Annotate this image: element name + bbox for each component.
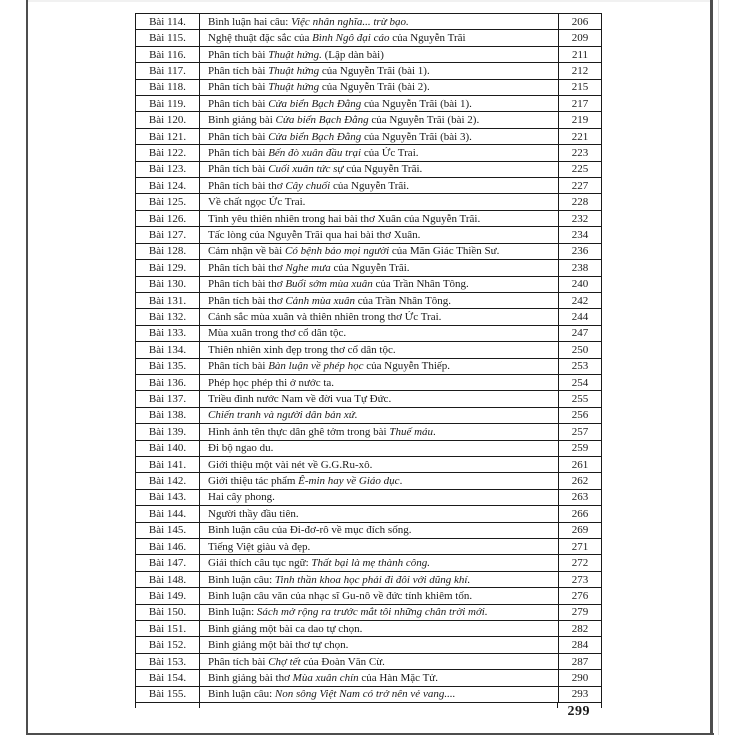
- title-italic-segment: Cuối xuân tức sự: [268, 163, 344, 176]
- title-italic-segment: Cửa biển Bạch Đằng: [275, 114, 369, 127]
- lesson-number-cell: Bài 130.: [136, 277, 200, 292]
- lesson-number-cell: Bài 154.: [136, 670, 200, 685]
- lesson-number-cell: Bài 124.: [136, 178, 200, 193]
- title-segment: Mùa xuân trong thơ cổ dân tộc.: [208, 327, 347, 340]
- page-number: 299: [567, 704, 590, 719]
- lesson-number-cell: Bài 133.: [136, 326, 200, 341]
- title-segment: Phân tích bài: [208, 97, 269, 110]
- lesson-title-cell: [200, 623, 558, 635]
- title-italic-segment: Mùa xuân chín: [292, 671, 359, 684]
- title-segment: Phân tích bài thơ: [208, 278, 286, 291]
- title-segment: Phân tích bài: [208, 130, 269, 143]
- lesson-number-cell: Bài 132.: [136, 309, 200, 324]
- lesson-number-cell: Bài 131.: [136, 293, 200, 308]
- table-row: [136, 244, 601, 260]
- title-italic-segment: Thuật hứng: [268, 64, 320, 77]
- lesson-number-cell: Bài 134.: [136, 342, 200, 357]
- lesson-title-cell: [200, 426, 558, 438]
- lesson-number-cell: Bài 120.: [136, 112, 200, 127]
- table-row: [136, 555, 601, 571]
- lesson-title-cell: [200, 377, 558, 389]
- lesson-number-cell: Bài 153.: [136, 654, 200, 669]
- title-segment: Phép học phép thi ở nước ta.: [208, 376, 335, 389]
- table-row: [136, 441, 601, 457]
- lesson-title-cell: [200, 344, 558, 356]
- table-border-stub: [601, 702, 602, 708]
- table-row: [136, 572, 601, 588]
- lesson-title-cell: [200, 131, 558, 143]
- title-italic-segment: Thất bại là mẹ thành công.: [311, 557, 430, 570]
- title-segment: (Lập dàn bài): [321, 48, 384, 61]
- table-border-stub: [557, 702, 558, 708]
- table-row: [136, 14, 601, 30]
- page-number-cell: 240: [558, 277, 601, 292]
- title-segment: của Nguyễn Trãi (bài 2).: [319, 81, 430, 94]
- page-number-cell: 228: [558, 194, 601, 209]
- lesson-number-cell: Bài 140.: [136, 441, 200, 456]
- lesson-title-cell: [200, 672, 558, 684]
- table-row: [136, 654, 601, 670]
- lesson-title-cell: [200, 114, 558, 126]
- title-segment: Người thầy đầu tiên.: [208, 507, 299, 520]
- table-row: [136, 408, 601, 424]
- table-row: [136, 145, 601, 161]
- title-segment: Bình luận câu:: [208, 573, 275, 586]
- page-number-cell: 269: [558, 523, 601, 538]
- title-italic-segment: Ê-min hay về Giáo dục: [298, 475, 400, 488]
- table-row: [136, 457, 601, 473]
- lesson-title-cell: [200, 213, 558, 225]
- lesson-title-cell: [200, 49, 558, 61]
- page-number-cell: 234: [558, 227, 601, 242]
- lesson-title-cell: [200, 557, 558, 569]
- lesson-number-cell: Bài 141.: [136, 457, 200, 472]
- lesson-number-cell: Bài 145.: [136, 523, 200, 538]
- page-number-cell: 217: [558, 96, 601, 111]
- title-italic-segment: Chiến tranh và người dân bản xứ.: [208, 409, 358, 422]
- lesson-title-cell: [200, 32, 558, 44]
- lesson-title-cell: [200, 475, 558, 487]
- table-row: [136, 63, 601, 79]
- title-segment: Đi bộ ngao du.: [208, 442, 274, 455]
- title-segment: của Nguyễn Trãi.: [330, 261, 410, 274]
- table-row: [136, 473, 601, 489]
- table-row: [136, 211, 601, 227]
- lesson-title-cell: [200, 491, 558, 503]
- lesson-title-cell: [200, 229, 558, 241]
- page-number-cell: 279: [558, 605, 601, 620]
- lesson-number-cell: Bài 139.: [136, 424, 200, 439]
- title-segment: Phân tích bài thơ: [208, 294, 286, 307]
- title-segment: Hai cây phong.: [208, 491, 275, 504]
- title-segment: của Nguyễn Trãi (bài 3).: [361, 130, 472, 143]
- table-row: [136, 342, 601, 358]
- title-segment: Phân tích bài: [208, 64, 269, 77]
- title-italic-segment: Thuật hứng.: [268, 48, 322, 61]
- lesson-title-cell: [200, 163, 558, 175]
- title-segment: Bình giảng bài thơ: [208, 671, 293, 684]
- page-number-cell: 290: [558, 670, 601, 685]
- page-number-cell: 262: [558, 473, 601, 488]
- page-number-cell: 272: [558, 555, 601, 570]
- lesson-title-cell: [200, 327, 558, 339]
- title-segment: Tình yêu thiên nhiên trong hai bài thơ Xuân của Nguyễn Trãi.: [208, 212, 481, 225]
- table-row: [136, 194, 601, 210]
- table-border-stub: [199, 702, 200, 708]
- lesson-number-cell: Bài 115.: [136, 30, 200, 45]
- scan-bottom-edge-line: [26, 733, 714, 735]
- page-number-cell: 276: [558, 588, 601, 603]
- lesson-title-cell: [200, 245, 558, 257]
- lesson-title-cell: [200, 409, 558, 421]
- lesson-title-cell: [200, 442, 558, 454]
- page-number-cell: 206: [558, 14, 601, 29]
- lesson-title-cell: [200, 262, 558, 274]
- title-italic-segment: Bình Ngô đại cáo: [312, 32, 390, 45]
- title-segment: Phân tích bài: [208, 655, 269, 668]
- table-row: [136, 605, 601, 621]
- lesson-number-cell: Bài 149.: [136, 588, 200, 603]
- page-number-cell: 242: [558, 293, 601, 308]
- title-italic-segment: Có bệnh bảo mọi người: [284, 245, 390, 258]
- title-italic-segment: Tinh thần khoa học phải đi đôi với dũng khí.: [274, 573, 471, 586]
- title-italic-segment: Chợ tết: [268, 655, 301, 668]
- title-segment: Tiếng Việt giàu và đẹp.: [208, 540, 311, 553]
- page-number-cell: 271: [558, 539, 601, 554]
- title-segment: Bình luận câu của Đi-đơ-rô về mục đích sống.: [208, 524, 412, 537]
- page-number-cell: 247: [558, 326, 601, 341]
- lesson-title-cell: [200, 688, 558, 700]
- table-row: [136, 539, 601, 555]
- title-segment: của Nguyễn Thiếp.: [363, 360, 451, 373]
- page-number-cell: 266: [558, 506, 601, 521]
- table-row: [136, 80, 601, 96]
- page-number-cell: 254: [558, 375, 601, 390]
- page-number-cell: 273: [558, 572, 601, 587]
- table-row: [136, 424, 601, 440]
- lesson-number-cell: Bài 152.: [136, 637, 200, 652]
- lesson-title-cell: [200, 656, 558, 668]
- table-row: [136, 326, 601, 342]
- title-italic-segment: Non sông Việt Nam có trở nên vẻ vang....: [274, 688, 456, 701]
- page-number-cell: 211: [558, 47, 601, 62]
- title-segment: Về chất ngọc Ức Trai.: [208, 196, 306, 209]
- lesson-title-cell: [200, 459, 558, 471]
- title-segment: Bình giảng bài: [208, 114, 276, 127]
- table-row: [136, 359, 601, 375]
- title-segment: Cảnh sắc mùa xuân và thiên nhiên trong thơ Ức Trai.: [208, 311, 442, 324]
- lesson-number-cell: Bài 138.: [136, 408, 200, 423]
- lesson-number-cell: Bài 150.: [136, 605, 200, 620]
- lesson-title-cell: [200, 606, 558, 618]
- page-number-cell: 221: [558, 129, 601, 144]
- title-italic-segment: Việc nhân nghĩa... trừ bạo.: [291, 15, 409, 28]
- title-segment: của Nguyễn Trãi (bài 1).: [361, 97, 472, 110]
- table-row: [136, 506, 601, 522]
- lesson-title-cell: [200, 360, 558, 372]
- table-row: [136, 490, 601, 506]
- lesson-title-cell: [200, 574, 558, 586]
- title-segment: Bình luận câu văn của nhạc sĩ Gu-nô về đức tính khiêm tốn.: [208, 589, 473, 602]
- page-number-cell: 284: [558, 637, 601, 652]
- lesson-title-cell: [200, 147, 558, 159]
- lesson-number-cell: Bài 122.: [136, 145, 200, 160]
- title-segment: Giới thiệu tác phẩm: [208, 475, 299, 488]
- page-number-cell: 219: [558, 112, 601, 127]
- title-segment: Phân tích bài: [208, 163, 269, 176]
- table-row: [136, 687, 601, 702]
- lesson-title-cell: [200, 98, 558, 110]
- title-segment: của Trần Nhân Tông.: [372, 278, 469, 291]
- title-segment: Bình luận hai câu:: [208, 15, 292, 28]
- title-segment: Phân tích bài: [208, 48, 269, 61]
- title-segment: của Mãn Giác Thiền Sư.: [389, 245, 500, 258]
- title-italic-segment: Bến đò xuân đầu trại: [268, 146, 362, 159]
- page-number-cell: 244: [558, 309, 601, 324]
- page-number-cell: 261: [558, 457, 601, 472]
- title-italic-segment: Cảnh mùa xuân: [285, 294, 355, 307]
- title-segment: Nghệ thuật đặc sắc của: [208, 32, 313, 45]
- lesson-number-cell: Bài 125.: [136, 194, 200, 209]
- contents-table: [135, 13, 602, 703]
- title-segment: Giới thiệu một vài nét về G.G.Ru-xô.: [208, 458, 373, 471]
- table-row: [136, 523, 601, 539]
- table-row: [136, 637, 601, 653]
- table-row: [136, 162, 601, 178]
- title-segment: của Đoàn Văn Cừ.: [300, 655, 385, 668]
- lesson-title-cell: [200, 524, 558, 536]
- table-row: [136, 391, 601, 407]
- lesson-number-cell: Bài 123.: [136, 162, 200, 177]
- page-number-cell: 263: [558, 490, 601, 505]
- lesson-title-cell: [200, 508, 558, 520]
- page-number-cell: 255: [558, 391, 601, 406]
- lesson-number-cell: Bài 117.: [136, 63, 200, 78]
- title-segment: .: [399, 475, 403, 488]
- lesson-number-cell: Bài 128.: [136, 244, 200, 259]
- page-number-cell: 209: [558, 30, 601, 45]
- lesson-number-cell: Bài 119.: [136, 96, 200, 111]
- lesson-title-cell: [200, 196, 558, 208]
- title-segment: Giải thích câu tục ngữ:: [208, 557, 312, 570]
- page-number-cell: 256: [558, 408, 601, 423]
- title-segment: của Trần Nhân Tông.: [354, 294, 452, 307]
- title-italic-segment: Sách mở rộng ra trước mắt tôi những chân trời mới.: [256, 606, 488, 619]
- lesson-title-cell: [200, 180, 558, 192]
- title-segment: .: [433, 425, 436, 438]
- table-row: [136, 293, 601, 309]
- lesson-number-cell: Bài 137.: [136, 391, 200, 406]
- page-number-cell: 253: [558, 359, 601, 374]
- lesson-number-cell: Bài 116.: [136, 47, 200, 62]
- title-italic-segment: Thuế máu: [389, 425, 434, 438]
- table-row: [136, 277, 601, 293]
- lesson-title-cell: [200, 295, 558, 307]
- title-italic-segment: Buổi sớm mùa xuân: [285, 278, 373, 291]
- title-segment: của Nguyễn Trãi.: [330, 179, 410, 192]
- lesson-number-cell: Bài 126.: [136, 211, 200, 226]
- table-row: [136, 30, 601, 46]
- title-segment: của Nguyễn Trãi (bài 1).: [319, 64, 430, 77]
- lesson-number-cell: Bài 143.: [136, 490, 200, 505]
- title-italic-segment: Cây chuối: [285, 179, 331, 192]
- lesson-number-cell: Bài 144.: [136, 506, 200, 521]
- page-number-cell: 293: [558, 687, 601, 702]
- page-number-cell: 225: [558, 162, 601, 177]
- title-segment: của Nguyễn Trãi.: [343, 163, 423, 176]
- page-number-cell: 232: [558, 211, 601, 226]
- lesson-number-cell: Bài 127.: [136, 227, 200, 242]
- page-number-cell: 287: [558, 654, 601, 669]
- table-row: [136, 670, 601, 686]
- lesson-number-cell: Bài 147.: [136, 555, 200, 570]
- page-number-cell: 236: [558, 244, 601, 259]
- title-segment: Bình giảng một bài ca dao tự chọn.: [208, 622, 363, 635]
- table-row: [136, 227, 601, 243]
- lesson-title-cell: [200, 81, 558, 93]
- title-segment: Phân tích bài thơ: [208, 179, 286, 192]
- lesson-title-cell: [200, 590, 558, 602]
- table-row: [136, 621, 601, 637]
- page-number-cell: 227: [558, 178, 601, 193]
- title-segment: Tấc lòng của Nguyễn Trãi qua hai bài thơ Xuân.: [208, 228, 421, 241]
- title-segment: Phân tích bài: [208, 146, 269, 159]
- page-number-cell: 215: [558, 80, 601, 95]
- scan-right-edge-line: [710, 0, 713, 735]
- title-segment: Thiên nhiên xinh đẹp trong thơ cổ dân tộc.: [208, 343, 396, 356]
- table-row: [136, 47, 601, 63]
- table-row: [136, 96, 601, 112]
- title-italic-segment: Cửa biển Bạch Đằng: [268, 97, 362, 110]
- title-segment: Bình luận câu:: [208, 688, 275, 701]
- lesson-number-cell: Bài 135.: [136, 359, 200, 374]
- lesson-number-cell: Bài 151.: [136, 621, 200, 636]
- lesson-title-cell: [200, 541, 558, 553]
- table-row: [136, 112, 601, 128]
- page-number-cell: 257: [558, 424, 601, 439]
- scan-left-edge-line: [26, 0, 28, 735]
- table-row: [136, 309, 601, 325]
- lesson-number-cell: Bài 146.: [136, 539, 200, 554]
- page-number-cell: 282: [558, 621, 601, 636]
- title-italic-segment: Bàn luận về phép học: [268, 360, 364, 373]
- title-segment: Bình giảng một bài thơ tự chọn.: [208, 639, 349, 652]
- lesson-title-cell: [200, 311, 558, 323]
- title-segment: Phân tích bài thơ: [208, 261, 286, 274]
- lesson-number-cell: Bài 136.: [136, 375, 200, 390]
- scan-top-strip: [28, 0, 710, 2]
- title-segment: của Hàn Mặc Tử.: [358, 671, 439, 684]
- scan-right-faint-line: [718, 0, 719, 735]
- title-segment: của Nguyễn Trãi (bài 2).: [368, 114, 480, 127]
- lesson-title-cell: [200, 278, 558, 290]
- lesson-number-cell: Bài 118.: [136, 80, 200, 95]
- title-segment: Triều đình nước Nam về đời vua Tự Đức.: [208, 393, 392, 406]
- page-number-cell: 223: [558, 145, 601, 160]
- table-row: [136, 375, 601, 391]
- title-segment: Cảm nhận về bài: [208, 245, 285, 258]
- title-segment: Phân tích bài: [208, 360, 269, 373]
- title-italic-segment: Cửa biển Bạch Đằng: [268, 130, 362, 143]
- table-row: [136, 178, 601, 194]
- title-segment: Phân tích bài: [208, 81, 269, 94]
- title-italic-segment: Nghe mưa: [285, 261, 331, 274]
- table-row: [136, 260, 601, 276]
- table-border-stub: [135, 702, 136, 708]
- lesson-number-cell: Bài 129.: [136, 260, 200, 275]
- lesson-number-cell: Bài 114.: [136, 14, 200, 29]
- lesson-title-cell: [200, 65, 558, 77]
- page-number-cell: 212: [558, 63, 601, 78]
- lesson-title-cell: [200, 393, 558, 405]
- title-segment: của Ức Trai.: [361, 146, 419, 159]
- title-italic-segment: Thuật hứng: [268, 81, 320, 94]
- title-segment: của Nguyễn Trãi: [389, 32, 466, 45]
- lesson-number-cell: Bài 121.: [136, 129, 200, 144]
- page-number-cell: 250: [558, 342, 601, 357]
- page-number-cell: 259: [558, 441, 601, 456]
- lesson-number-cell: Bài 142.: [136, 473, 200, 488]
- lesson-number-cell: Bài 155.: [136, 687, 200, 702]
- title-segment: Bình luận:: [208, 606, 257, 619]
- page-number-cell: 238: [558, 260, 601, 275]
- table-row: [136, 588, 601, 604]
- lesson-number-cell: Bài 148.: [136, 572, 200, 587]
- title-segment: Hình ảnh tên thực dân ghê tởm trong bài: [208, 425, 390, 438]
- lesson-title-cell: [200, 639, 558, 651]
- table-row: [136, 129, 601, 145]
- lesson-title-cell: [200, 16, 558, 28]
